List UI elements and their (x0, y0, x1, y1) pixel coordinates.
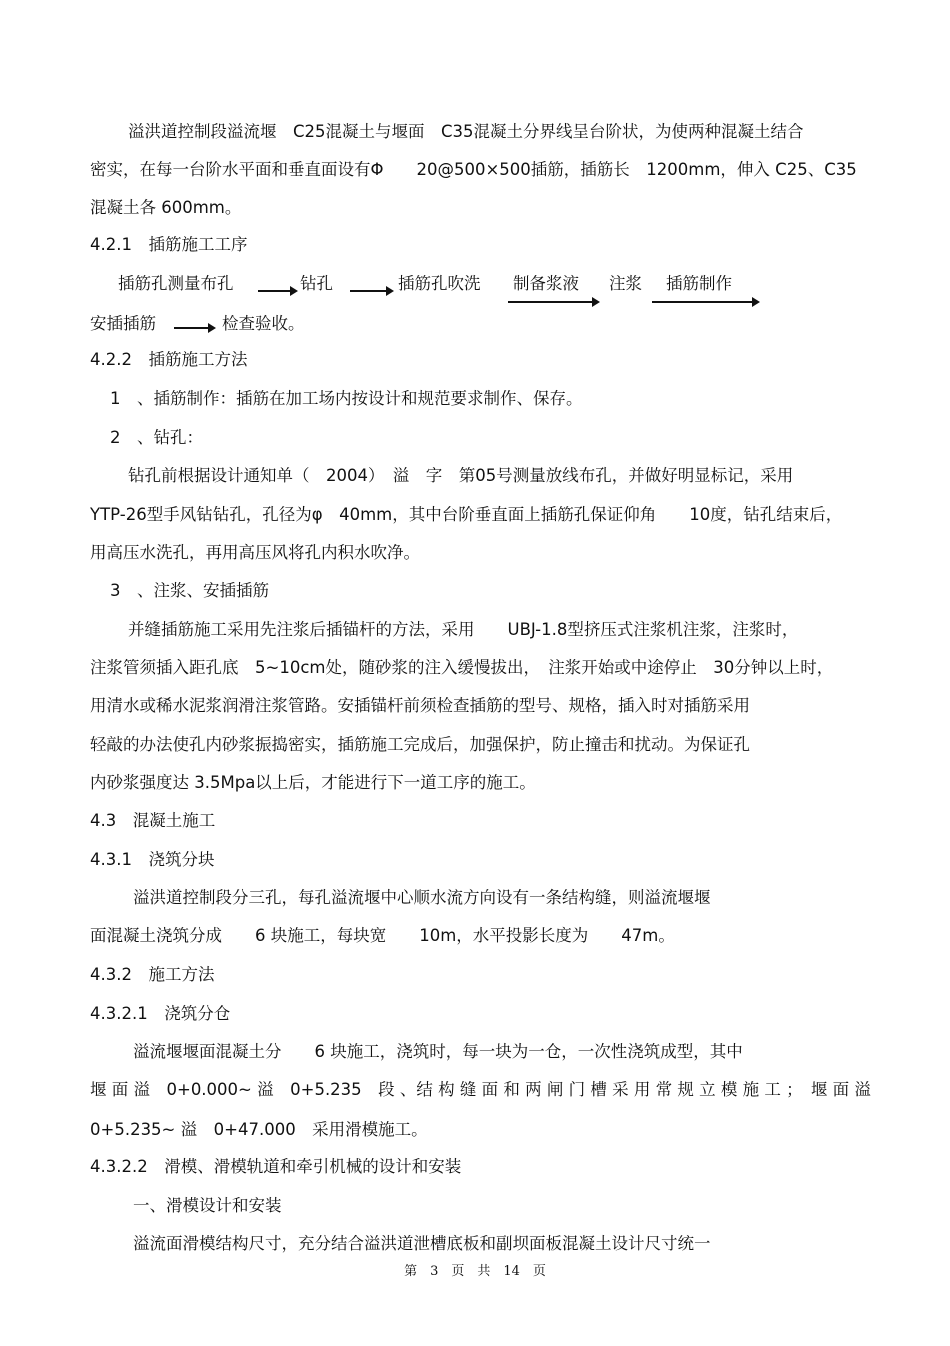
section-heading: 4.3.1 浇筑分块 (90, 850, 215, 869)
paragraph-line: 用高压水洗孔，再用高压风将孔内积水吹净。 (90, 543, 420, 562)
list-item: 2 、钻孔： (110, 428, 203, 447)
flow-arrow-icon (508, 301, 598, 303)
flow-step: 插筋孔测量布孔 (118, 274, 234, 293)
paragraph-line: 0+5.235~ 溢 0+47.000 采用滑模施工。 (90, 1120, 428, 1139)
paragraph-line: 溢流面滑模结构尺寸，充分结合溢洪道泄槽底板和副坝面板混凝土设计尺寸统一 (133, 1234, 711, 1253)
flow-step: 钻孔 (300, 274, 333, 293)
flow-step: 检查验收。 (222, 314, 305, 333)
list-item: 1 、插筋制作：插筋在加工场内按设计和规范要求制作、保存。 (110, 389, 583, 408)
flow-step: 制备浆液 (513, 274, 579, 293)
paragraph-line: 堰 面 溢 0+0.000~ 溢 0+5.235 段 、结 构 缝 面 和 两 闸 门 槽 采 用 常 规 立 模 施 工 ； 堰 面 溢 (90, 1080, 871, 1099)
flow-arrow-icon (652, 301, 758, 303)
list-item: 3 、注浆、安插插筋 (110, 581, 269, 600)
paragraph-line: 溢流堰堰面混凝土分 6 块施工，浇筑时，每一块为一仓，一次性浇筑成型，其中 (133, 1042, 743, 1061)
section-heading: 4.2.1 插筋施工工序 (90, 235, 248, 254)
flow-arrow-icon (258, 290, 296, 292)
paragraph-line: 轻敲的办法使孔内砂浆振捣密实，插筋施工完成后，加强保护，防止撞击和扰动。为保证孔 (90, 735, 750, 754)
paragraph-line: 钻孔前根据设计通知单（ 2004） 溢 字 第05号测量放线布孔，并做好明显标记，采用 (128, 466, 794, 485)
flow-arrow-icon (350, 290, 392, 292)
paragraph-line: 并缝插筋施工采用先注浆后插锚杆的方法，采用 UBJ-1.8型挤压式注浆机注浆，注浆时， (128, 620, 799, 639)
paragraph-line: 混凝土各 600mm。 (90, 198, 242, 217)
paragraph-line: YTP-26型手风钻钻孔，孔径为φ 40mm，其中台阶垂直面上插筋孔保证仰角 10度，钻孔结束后， (90, 505, 843, 524)
section-heading: 4.3.2.1 浇筑分仓 (90, 1004, 231, 1023)
paragraph-line: 面混凝土浇筑分成 6 块施工，每块宽 10m，水平投影长度为 47m。 (90, 926, 675, 945)
flow-step: 插筋孔吹洗 (398, 274, 481, 293)
section-heading: 4.3.2 施工方法 (90, 965, 215, 984)
section-heading: 4.3.2.2 滑模、滑模轨道和牵引机械的设计和安装 (90, 1157, 462, 1176)
section-heading: 4.3 混凝土施工 (90, 811, 216, 830)
subheading: 一、滑模设计和安装 (133, 1196, 282, 1215)
flow-step: 安插插筋 (90, 314, 156, 333)
section-heading: 4.2.2 插筋施工方法 (90, 350, 248, 369)
flow-arrow-icon (174, 327, 214, 329)
paragraph-line: 溢洪道控制段溢流堰 C25混凝土与堰面 C35混凝土分界线呈台阶状，为使两种混凝土结合 (128, 122, 804, 141)
paragraph-line: 溢洪道控制段分三孔，每孔溢流堰中心顺水流方向设有一条结构缝，则溢流堰堰 (133, 888, 711, 907)
paragraph-line: 密实，在每一台阶水平面和垂直面设有Φ 20@500×500插筋，插筋长 1200mm，伸入 C25、C35 (90, 160, 857, 179)
flow-step: 插筋制作 (666, 274, 732, 293)
paragraph-line: 内砂浆强度达 3.5Mpa以上后，才能进行下一道工序的施工。 (90, 773, 536, 792)
paragraph-line: 注浆管须插入距孔底 5~10cm处，随砂浆的注入缓慢拔出， 注浆开始或中途停止 30分钟以上时， (90, 658, 834, 677)
page-footer: 第 3 页 共 14 页 (404, 1264, 546, 1279)
flow-step: 注浆 (609, 274, 642, 293)
paragraph-line: 用清水或稀水泥浆润滑注浆管路。安插锚杆前须检查插筋的型号、规格，插入时对插筋采用 (90, 696, 750, 715)
